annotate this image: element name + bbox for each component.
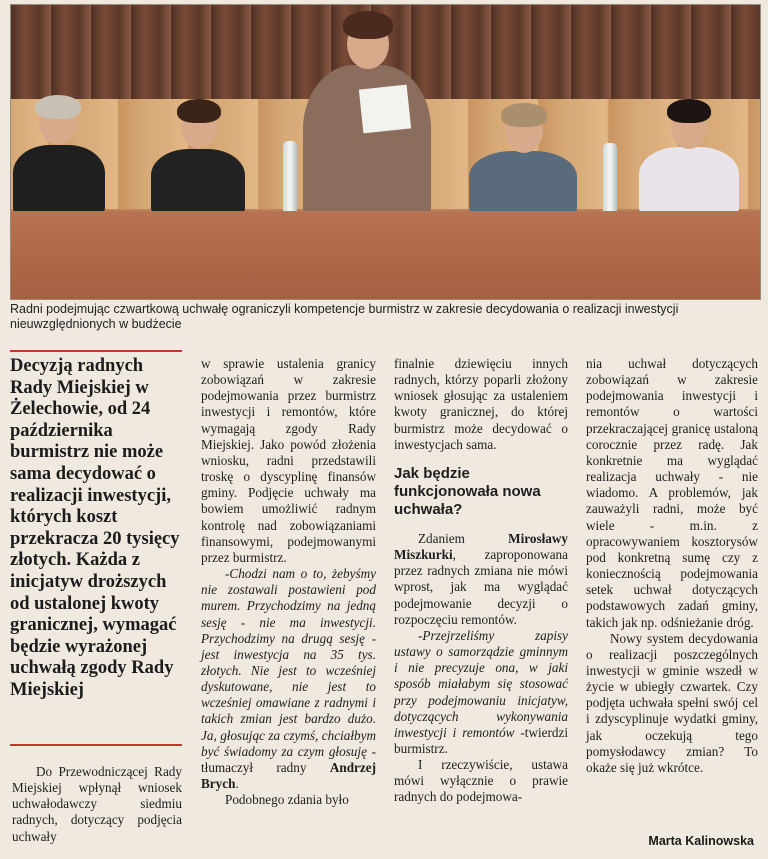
- column-2-paragraph-2: Podobnego zdania było: [225, 792, 349, 808]
- seated-person-3: [469, 151, 577, 215]
- column-1-text: [12, 764, 182, 845]
- column-4-paragraph-1: nia uchwał dotyczących zobowiązań w zakresie podejmowania inwestycji i remontów o wartości przekraczającej granicę ustaloną corocznie przez radę. Jak konkretnie ma wyglądać realizacja uchwały - nie wiadomo. A problemów, jak zauważyli radni, może być wiele - m.in. z opracowywaniem kosztorysów pod konkretną sumę czy z koniecznością podejmowania setek uchwał dotyczących podstawowych zadań gminy, takich jak np. odśnieżanie dróg.: [586, 356, 758, 630]
- author-byline: Marta Kalinowska: [648, 834, 754, 848]
- lead-bottom-rule: [10, 744, 182, 746]
- column-4-paragraph-2: Nowy system decydowania o realizacji poszczególnych inwestycji w gminie wszedł w życie w ubiegły czwartek. Czy podjęta uchwała spełni swój cel i zdyscyplinuje wydatki gminy, jak oczekują tego pomysłodawcy zmian? To okaże się już wkrótce.: [586, 630, 758, 775]
- column-3-paragraph-2: [394, 531, 568, 628]
- p2-prefix: Zdaniem: [418, 530, 509, 546]
- seated-hair-3: [501, 103, 547, 127]
- meeting-photo: [10, 4, 761, 300]
- brych-quote: -Chodzi nam o to, żebyśmy nie zostawali postawieni pod murem. Przychodzimy na jedną sesję - nie ma inwestycji. Przychodzimy na drugą sesję - jest inwestycja na 35 tys. złotych. Nie jest to wcześniej dyskutowane, nie jest to wcześniej omawiane z radnymi i takich zmian jest bardzo dużo. Ja, głosując za czymś, chciałbym być świadomy za czym głosuję: [201, 566, 376, 759]
- column-4: [586, 356, 758, 776]
- quote-attribution: -tłumaczył radny: [201, 743, 376, 775]
- water-bottle-2: [603, 143, 617, 215]
- water-bottle-1: [283, 141, 297, 213]
- column-1-paragraph: Do Przewodniczącej Rady Miejskiej wpłynął wniosek uchwałodawczy siedmiu radnych, dotyczący podjęcia uchwały: [12, 764, 182, 844]
- column-3: [394, 356, 568, 806]
- conference-table: [11, 211, 760, 299]
- column-3-paragraph-1: finalnie dziewięciu innych radnych, którzy poparli złożony wniosek głosując za ustaleniem kwoty granicznej, do której burmistrz może decydować o inwestycjach sama.: [394, 356, 568, 452]
- p2-rest: , zaproponowana przez radnych zmiana nie mówi wprost, jak ma wyglądać podejmowanie decyzji o rozpoczęciu remontów.: [394, 547, 568, 627]
- column-3-quote: [394, 628, 568, 757]
- speaker-hair: [343, 11, 393, 39]
- seated-hair-1: [35, 95, 81, 119]
- mayor-quote: -Przejrzeliśmy zapisy ustawy o samorządzie gminnym i nie precyzuje ona, w jaki sposób miałabym się stosować przy podejmowaniu inicjatyw, dotyczących wykonywania inwestycji i remontów: [394, 627, 568, 740]
- councillor-name: Andrzej Brych: [201, 759, 376, 792]
- lead-paragraph: Decyzją radnych Rady Miejskiej w Żelechowie, od 24 października burmistrz nie może sama decydować o realizacji inwestycji, których koszt przekracza 20 tysięcy złotych. Każda z inicjatyw droższych od ustalonej kwoty granicznej, wymagać będzie wyrażonej uchwałą zgody Rady Miejskiej: [10, 356, 180, 700]
- mayor-name: Mirosławy Miszkurki: [394, 530, 568, 563]
- seated-hair-4: [667, 99, 711, 123]
- column-2-paragraph-1: w sprawie ustalenia granicy zobowiązań w zakresie podejmowania przez burmistrz inwestycji i remontów, które wymagają zgody Rady Miejskiej. Jako powód złożenia wniosku, radni przedstawili troskę o dyscyplinę finansów gminy. Podjęcie uchwały ma bowiem umożliwić radnym kontrolę nad zobowiązaniami finansowymi, podejmowanymi przez burmistrz.: [201, 356, 376, 565]
- speaker-paper: [359, 85, 411, 134]
- column-3-paragraph-3: I rzeczywiście, ustawa mówi wyłącznie o prawie radnych do podejmowa-: [394, 757, 568, 805]
- seated-person-4: [639, 147, 739, 215]
- photo-caption: Radni podejmując czwartkową uchwałę ograniczyli kompetencje burmistrz w zakresie decydowania o realizacji inwestycji nieuwzględnionych w budżecie: [10, 302, 679, 331]
- lead-top-rule: [10, 350, 182, 352]
- column-2: [201, 356, 376, 808]
- quote-end: .: [235, 776, 239, 792]
- seated-person-1: [13, 145, 105, 215]
- seated-person-2: [151, 149, 245, 215]
- mayor-quote-attribution: -twierdzi burmistrz.: [394, 724, 568, 756]
- column-2-quote: [201, 566, 376, 792]
- seated-hair-2: [177, 99, 221, 123]
- subheading: Jak będzie funkcjonowała nowa uchwała?: [394, 464, 541, 518]
